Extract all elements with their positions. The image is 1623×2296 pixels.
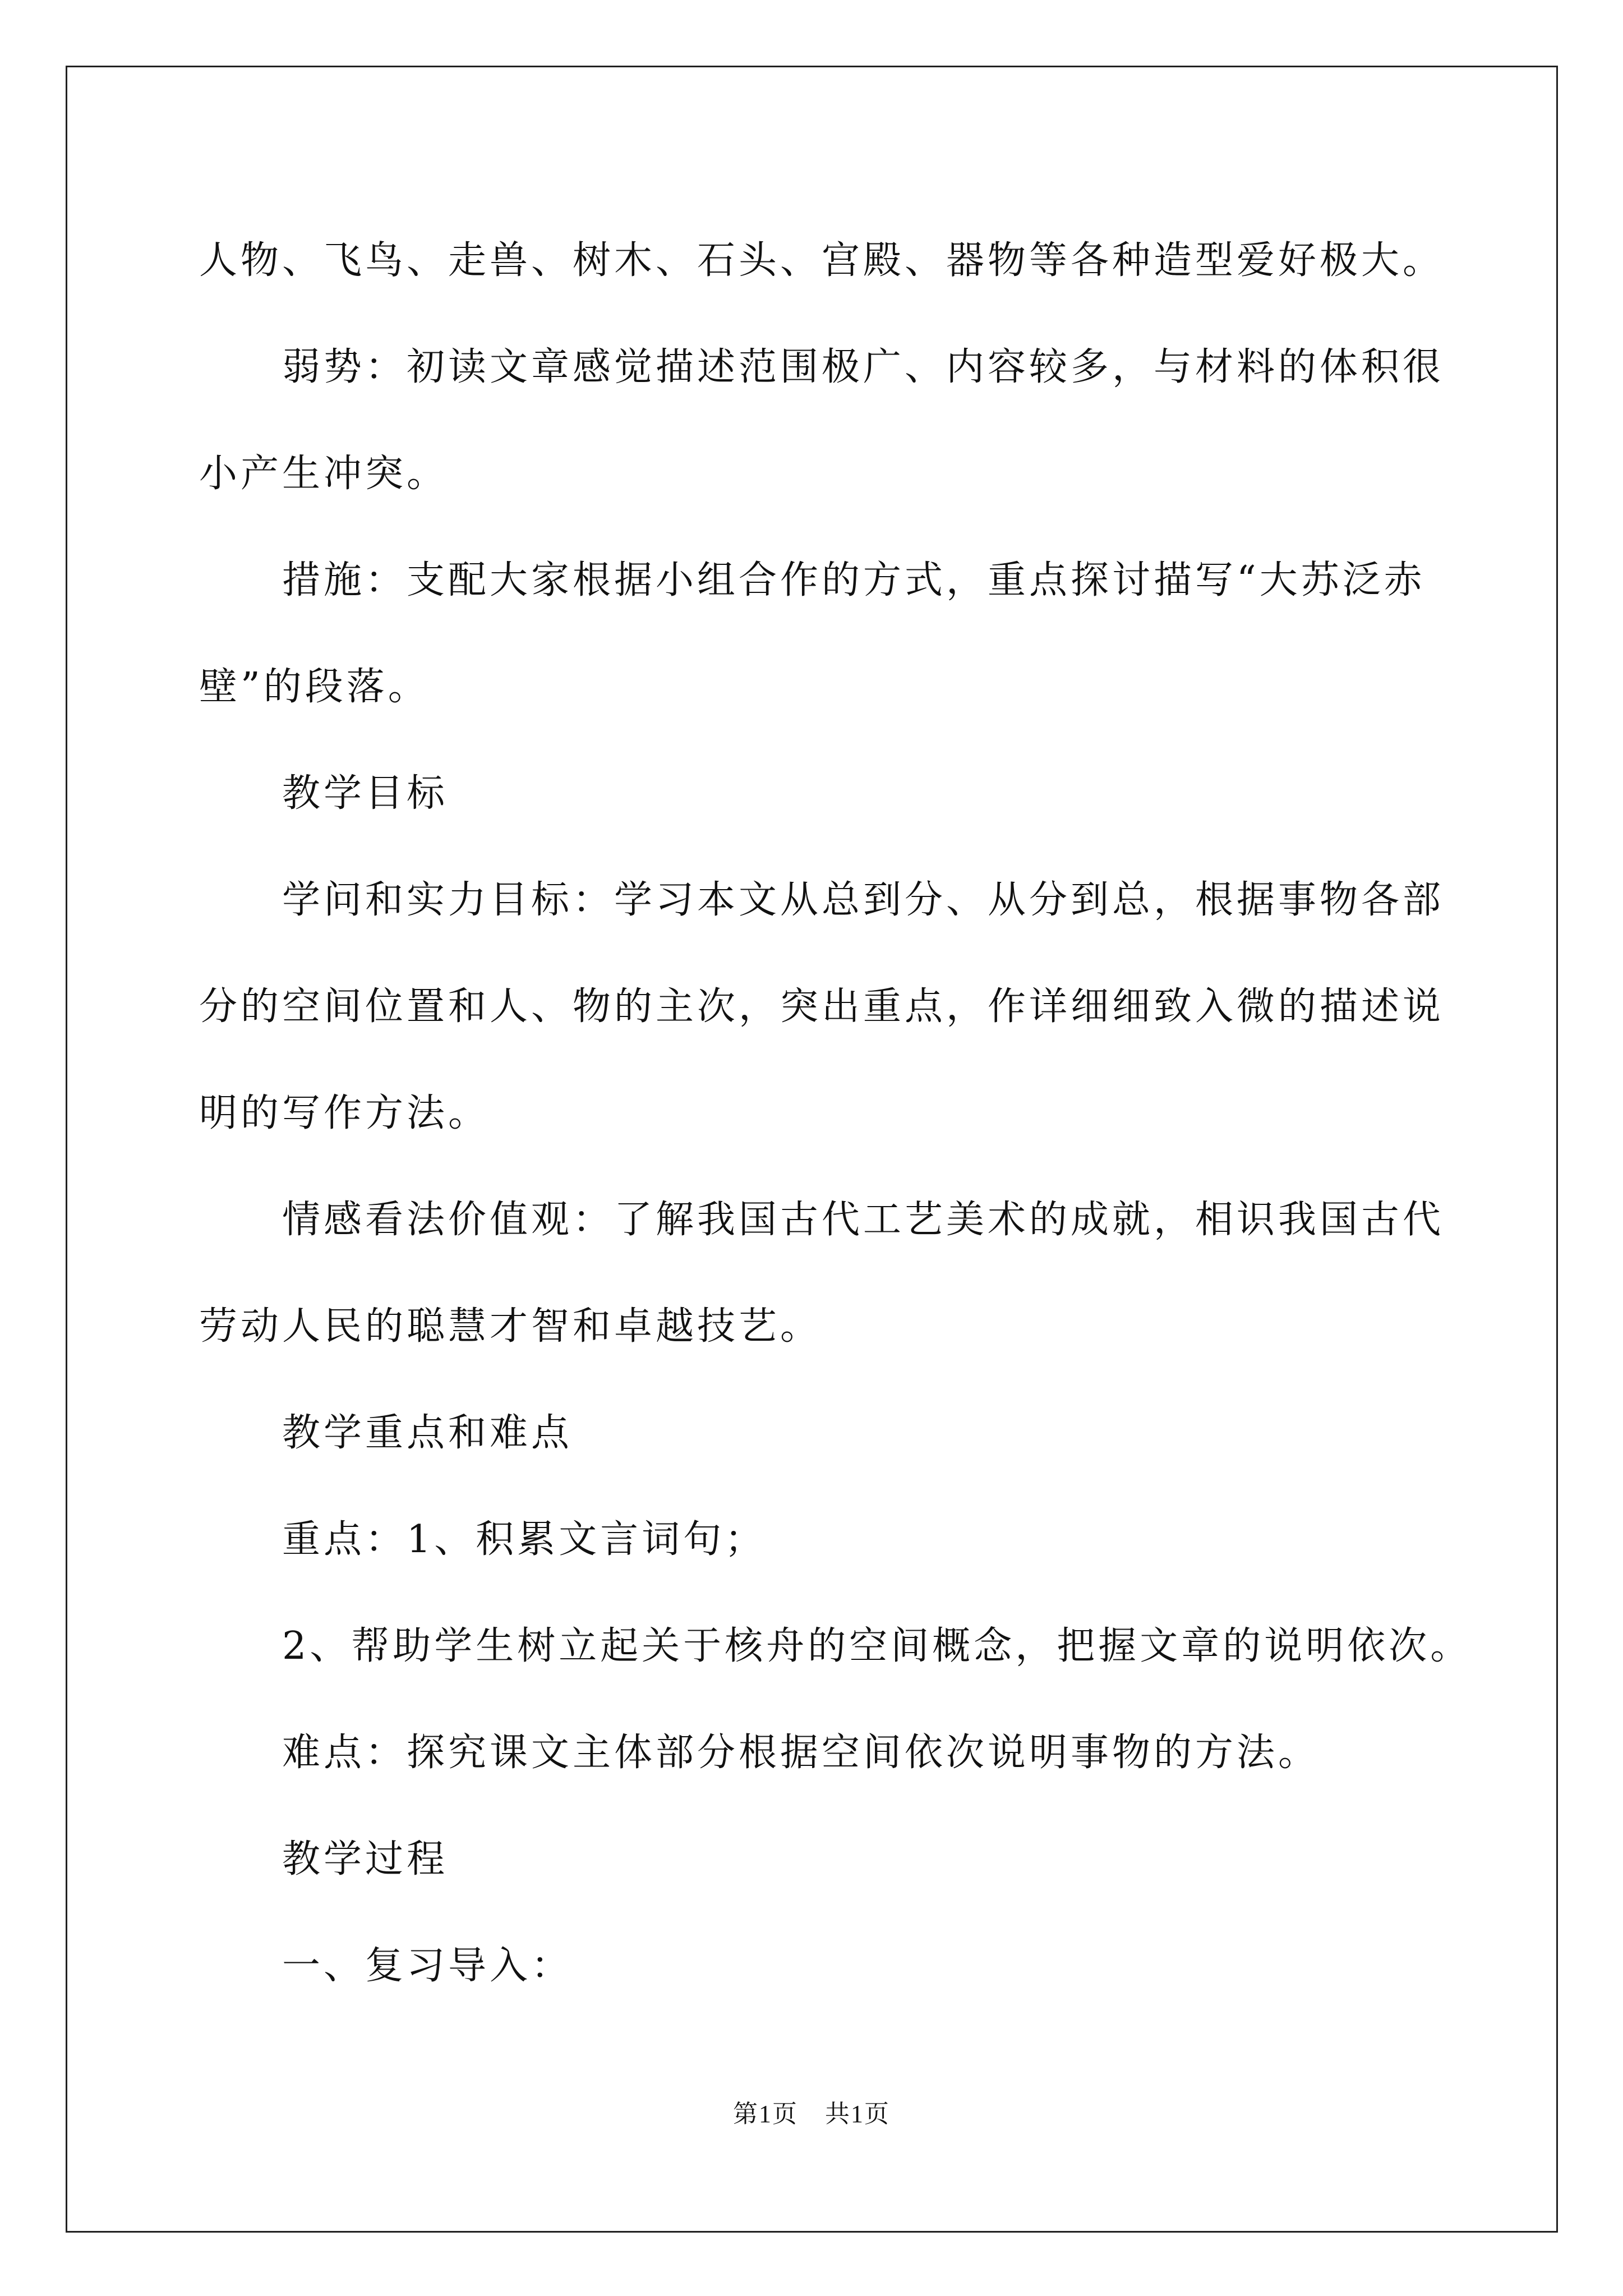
text-line: 壁”的段落。 (199, 665, 430, 709)
text-line: 劳动人民的聪慧才智和卓越技艺。 (199, 1304, 822, 1349)
text-line: 重点：1、积累文言词句； (282, 1517, 767, 1562)
page-total: 共1页 (825, 2100, 890, 2128)
text-line: 学问和实力目标：学习本文从总到分、从分到总，根据事物各部 (282, 878, 1445, 922)
text-line: 2、帮助学生树立起关于核舟的空间概念，把握文章的说明依次。 (282, 1624, 1472, 1668)
page-number: 第1页 (733, 2100, 798, 2128)
text-line: 明的写作方法。 (199, 1091, 490, 1135)
section-heading: 教学目标 (282, 771, 449, 816)
text-line: 难点：探究课文主体部分根据空间依次说明事物的方法。 (282, 1731, 1320, 1775)
text-line: 情感看法价值观：了解我国古代工艺美术的成就，相识我国古代 (282, 1198, 1445, 1242)
text-line: 弱势：初读文章感觉描述范围极广、内容较多，与材料的体积很 (282, 345, 1445, 389)
text-line: 措施：支配大家根据小组合作的方式，重点探讨描写“大苏泛赤 (282, 558, 1426, 602)
text-line: 分的空间位置和人、物的主次，突出重点，作详细细致入微的描述说 (199, 984, 1445, 1029)
text-line: 一、复习导入： (282, 1944, 573, 1988)
page-footer (0, 2093, 1623, 2129)
document-body (199, 208, 1472, 2019)
section-heading: 教学重点和难点 (282, 1411, 573, 1455)
text-line: 人物、飞鸟、走兽、树木、石头、宫殿、器物等各种造型爱好极大。 (199, 238, 1445, 283)
section-heading: 教学过程 (282, 1837, 449, 1881)
text-line: 小产生冲突。 (199, 452, 449, 496)
